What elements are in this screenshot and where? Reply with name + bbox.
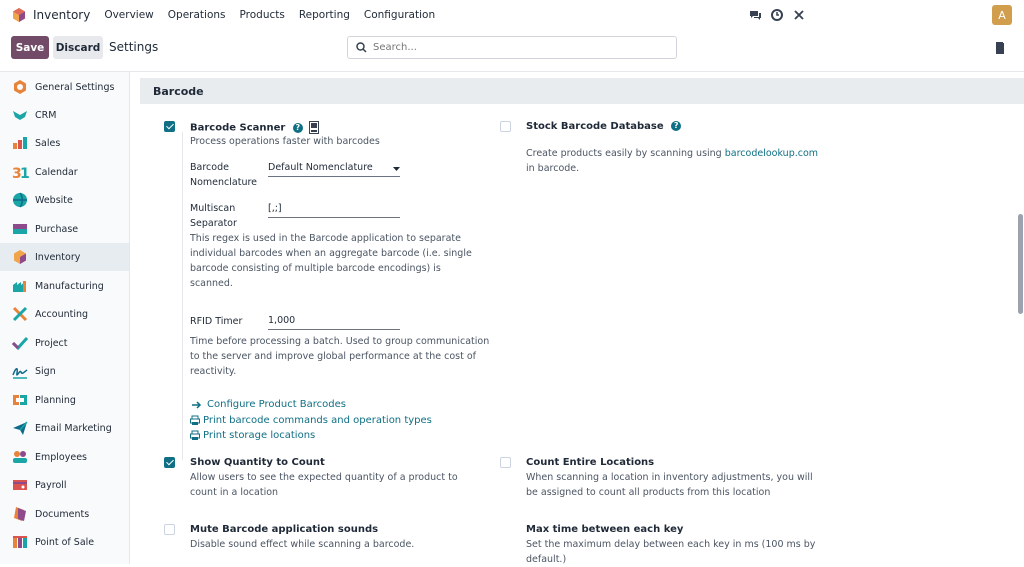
mute-sounds-desc: Disable sound effect while scanning a barcode. bbox=[190, 539, 415, 550]
sidebar-item-purchase[interactable]: Purchase bbox=[0, 215, 129, 243]
crm-icon bbox=[12, 107, 28, 123]
point-of-sale-icon bbox=[12, 534, 28, 550]
sales-icon bbox=[12, 135, 28, 151]
barcodelookup-link[interactable]: barcodelookup.com bbox=[724, 148, 819, 159]
caret-down-icon bbox=[393, 167, 400, 171]
scrollbar[interactable] bbox=[1018, 214, 1023, 314]
search-icon bbox=[356, 42, 367, 53]
rfid-timer-help: Time before processing a batch. Used to group communication to the server and improve global performance at the cost of reactivity. bbox=[190, 336, 490, 377]
calendar-icon bbox=[12, 164, 28, 180]
svg-text:3: 3 bbox=[12, 166, 22, 182]
arrow-right-icon bbox=[192, 401, 202, 409]
multiscan-help: This regex is used in the Barcode application to separate individual barcodes when an aggregate barcode (i.e. single barcode consisting of multiple barcode encodings) is scanned. bbox=[190, 233, 472, 289]
show-quantity-desc: Allow users to see the expected quantity of a product to count in a location bbox=[190, 472, 458, 498]
count-entire-locations-title: Count Entire Locations bbox=[526, 457, 655, 468]
stock-barcode-database-desc: Create products easily by scanning using barcodelookup.com in barcode. bbox=[526, 148, 819, 174]
sidebar-item-sales[interactable]: Sales bbox=[0, 129, 129, 157]
settings-content bbox=[130, 72, 1024, 564]
search-input[interactable] bbox=[373, 42, 653, 53]
menu-operations[interactable]: Operations bbox=[167, 9, 226, 21]
menu-configuration[interactable]: Configuration bbox=[363, 9, 436, 21]
payroll-icon bbox=[12, 477, 28, 493]
sidebar-item-general-settings[interactable]: General Settings bbox=[0, 73, 129, 101]
sidebar-item-point-of-sale[interactable]: Point of Sale bbox=[0, 528, 129, 556]
app-name[interactable]: Inventory bbox=[33, 8, 91, 22]
barcode-scanner-desc: Process operations faster with barcodes bbox=[190, 136, 380, 147]
multiscan-label-1: Multiscan bbox=[190, 203, 236, 214]
employees-icon bbox=[12, 449, 28, 465]
print-storage-locations-link[interactable]: Print storage locations bbox=[190, 430, 315, 441]
project-icon bbox=[12, 335, 28, 351]
svg-text:1: 1 bbox=[20, 166, 30, 182]
section-header-barcode: Barcode bbox=[140, 78, 1024, 104]
print-icon bbox=[190, 416, 200, 425]
max-time-desc: Set the maximum delay between each key in ms (100 ms by default.) bbox=[526, 539, 816, 565]
manufacturing-icon bbox=[12, 278, 28, 294]
discard-button[interactable]: Discard bbox=[53, 36, 103, 59]
sidebar-item-planning[interactable]: Planning bbox=[0, 386, 129, 414]
chat-icon[interactable] bbox=[748, 8, 762, 22]
sign-icon bbox=[12, 363, 28, 379]
rfid-timer-input[interactable]: 1,000 bbox=[268, 314, 400, 330]
stock-barcode-database-title: Stock Barcode Database ? bbox=[526, 121, 681, 132]
search-box[interactable] bbox=[347, 36, 677, 59]
documents-icon bbox=[12, 506, 28, 522]
max-time-title: Max time between each key bbox=[526, 524, 684, 535]
nomenclature-label-2: Nomenclature bbox=[190, 177, 258, 188]
barcode-scanner-title: Barcode Scanner ? bbox=[190, 121, 319, 134]
multiscan-label-2: Separator bbox=[190, 218, 237, 229]
barcode-scanner-checkbox[interactable] bbox=[164, 121, 175, 132]
sidebar-item-project[interactable]: Project bbox=[0, 329, 129, 357]
print-icon bbox=[190, 431, 200, 440]
menu-products[interactable]: Products bbox=[239, 9, 285, 21]
tools-icon[interactable] bbox=[792, 8, 806, 22]
show-quantity-checkbox[interactable] bbox=[164, 457, 175, 468]
show-quantity-title: Show Quantity to Count bbox=[190, 457, 325, 468]
settings-sidebar bbox=[0, 72, 130, 564]
print-barcode-commands-link[interactable]: Print barcode commands and operation types bbox=[190, 415, 432, 426]
help-icon[interactable]: ? bbox=[293, 123, 303, 133]
setting-separator bbox=[182, 132, 183, 460]
sidebar-item-sign[interactable]: Sign bbox=[0, 357, 129, 385]
mute-sounds-checkbox[interactable] bbox=[164, 524, 175, 535]
website-icon bbox=[12, 192, 28, 208]
control-panel bbox=[0, 30, 1024, 72]
sidebar-item-email-marketing[interactable]: Email Marketing bbox=[0, 414, 129, 442]
sidebar-item-manufacturing[interactable]: Manufacturing bbox=[0, 272, 129, 300]
multiscan-separator-input[interactable]: [,;] bbox=[268, 202, 400, 218]
planning-icon bbox=[12, 392, 28, 408]
configure-product-barcodes-link[interactable]: Configure Product Barcodes bbox=[192, 399, 346, 410]
sidebar-item-accounting[interactable]: Accounting bbox=[0, 300, 129, 328]
top-navbar bbox=[0, 0, 1024, 30]
sidebar-item-inventory[interactable]: Inventory bbox=[0, 243, 129, 271]
clock-icon[interactable] bbox=[770, 8, 784, 22]
sidebar-item-employees[interactable]: Employees bbox=[0, 443, 129, 471]
general-settings-icon bbox=[12, 79, 28, 95]
documentation-icon[interactable] bbox=[994, 41, 1006, 55]
accounting-icon bbox=[12, 306, 28, 322]
sidebar-item-documents[interactable]: Documents bbox=[0, 500, 129, 528]
help-icon[interactable]: ? bbox=[671, 121, 681, 131]
count-entire-locations-checkbox[interactable] bbox=[500, 457, 511, 468]
menu-reporting[interactable]: Reporting bbox=[298, 9, 350, 21]
user-avatar[interactable]: A bbox=[992, 5, 1012, 25]
menu-overview[interactable]: Overview bbox=[104, 9, 154, 21]
count-entire-locations-desc: When scanning a location in inventory adjustments, you will be assigned to count all products from this location bbox=[526, 472, 813, 498]
sidebar-item-crm[interactable]: CRM bbox=[0, 101, 129, 129]
stock-barcode-database-checkbox[interactable] bbox=[500, 121, 511, 132]
purchase-icon bbox=[12, 221, 28, 237]
sidebar-item-calendar[interactable]: 3 1 Calendar bbox=[12, 166, 78, 182]
email-marketing-icon bbox=[12, 420, 28, 436]
mute-sounds-title: Mute Barcode application sounds bbox=[190, 524, 379, 535]
save-button[interactable]: Save bbox=[11, 36, 49, 59]
sidebar-item-payroll[interactable]: Payroll bbox=[0, 471, 129, 499]
barcode-device-icon bbox=[309, 121, 319, 134]
inventory-icon bbox=[12, 249, 28, 265]
nomenclature-label-1: Barcode bbox=[190, 162, 229, 173]
sidebar-item-website[interactable]: Website bbox=[0, 186, 129, 214]
inventory-app-icon[interactable] bbox=[12, 8, 26, 22]
nomenclature-select[interactable]: Default Nomenclature bbox=[268, 161, 400, 177]
page-title: Settings bbox=[109, 40, 159, 54]
rfid-timer-label: RFID Timer bbox=[190, 316, 243, 327]
